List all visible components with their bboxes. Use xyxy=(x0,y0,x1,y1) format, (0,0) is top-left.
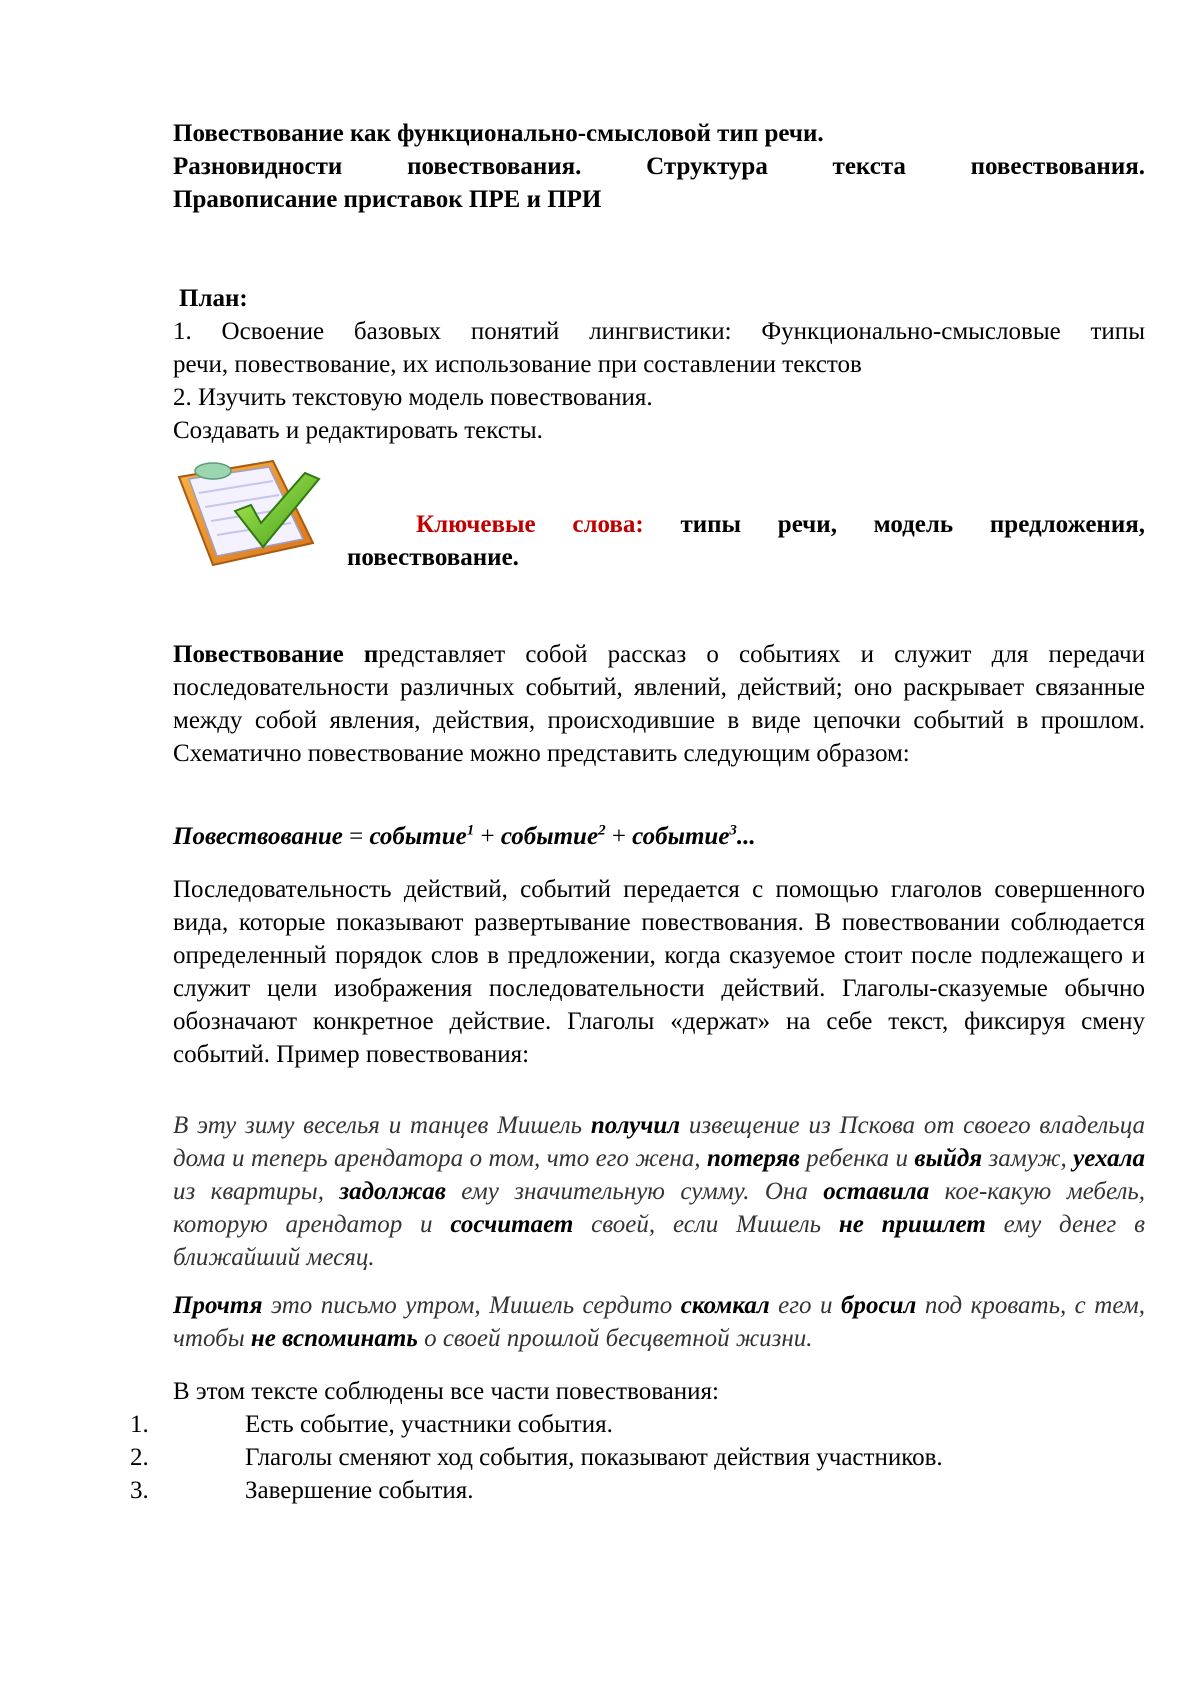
keywords-label: Ключевые слова: xyxy=(416,511,644,538)
example2-text: это письмо утром, Мишель сердито xyxy=(262,1292,681,1319)
list-item xyxy=(130,1408,1130,1441)
list-item-text: Глаголы сменяют ход события, показывают действия участников. xyxy=(245,1444,943,1471)
formula-event-1: событие xyxy=(369,823,467,850)
list-item xyxy=(130,1474,1130,1507)
parts-list xyxy=(130,1408,1130,1507)
document-title xyxy=(173,117,1145,216)
formula-eq: = xyxy=(349,823,364,850)
formula-ellipsis: ... xyxy=(736,823,756,850)
list-item xyxy=(130,1441,1130,1474)
list-item-number: 2. xyxy=(130,1444,149,1471)
checklist-icon xyxy=(173,455,328,570)
example1-verb: задолжав xyxy=(339,1178,446,1205)
example1-text: замуж, xyxy=(982,1145,1074,1172)
keywords-line-2: повествование. xyxy=(347,544,519,571)
list-item-number: 3. xyxy=(130,1477,149,1504)
example1-verb: сосчитает xyxy=(450,1211,574,1238)
example1-text: извещение из Пскова от своего владельца дома и теперь арендатора о том, что его жена, xyxy=(173,1112,1145,1172)
formula-sup-2: 2 xyxy=(598,822,606,839)
example2-verb: не вспоминать xyxy=(250,1325,418,1352)
example1-verb: оставила xyxy=(823,1178,930,1205)
list-item-number: 1. xyxy=(130,1411,149,1438)
formula-term: Повествование xyxy=(173,823,343,850)
verbs-paragraph: Последовательность действий, событий передается с помощью глаголов совершенного вида, которые показывают развертывание повествования. В повествовании соблюдается определенный порядок слов в предложении, когда сказуемое стоит после подлежащего и служит цели изображения последовательности действий. Глаголы-сказуемые обычно обозначают конкретное действие. Глаголы «держат» на себе текст, фиксируя смену событий. Пример повествования: xyxy=(173,876,1145,1068)
plan-item-1-line-1: 1. Освоение базовых понятий лингвистики: Функционально-смысловые типы xyxy=(173,318,1145,345)
plan-item-3: Создавать и редактировать тексты. xyxy=(173,417,543,444)
keywords-block xyxy=(347,508,1145,574)
intro-text: редставляет собой рассказ о событиях и служит для передачи последовательности различных событий, явлений, действий; оно раскрывает связанные между собой явления, действия, происходившие в виде цепочки событий в прошлом. Схематично повествование можно представить следующим образом: xyxy=(173,641,1145,767)
title-line-1: Повествование как функционально-смысловой тип речи. xyxy=(173,120,824,147)
example2-verb: Прочтя xyxy=(173,1292,263,1319)
formula-sup-1: 1 xyxy=(466,822,475,839)
example1-verb: получил xyxy=(590,1112,681,1139)
example1-verb: потеряв xyxy=(706,1145,800,1172)
formula-plus-2: + xyxy=(611,823,626,850)
example1-text: ему значительную сумму. Она xyxy=(445,1178,824,1205)
formula-sup-3: 3 xyxy=(729,822,737,839)
example2-verb: скомкал xyxy=(680,1292,770,1319)
formula-event-2: событие xyxy=(500,823,599,850)
narration-formula xyxy=(173,820,1145,853)
intro-paragraph xyxy=(173,638,1145,770)
example2-verb: бросил xyxy=(841,1292,917,1319)
example1-text: ему денег в ближайший месяц. xyxy=(173,1211,1145,1271)
example1-verb: уехала xyxy=(1073,1145,1145,1172)
keywords-list: типы речи, модель предложения, xyxy=(680,511,1146,538)
list-item-text: Есть событие, участники события. xyxy=(245,1411,613,1438)
intro-term: Повествование п xyxy=(173,641,379,668)
example1-text: кое-какую мебель, которую арендатор и xyxy=(173,1178,1145,1238)
summary-line: В этом тексте соблюдены все части повествования: xyxy=(173,1378,719,1405)
formula-plus-1: + xyxy=(480,823,495,850)
plan-section xyxy=(173,282,1145,447)
example2-text: его и xyxy=(769,1292,842,1319)
plan-item-1-line-2: речи, повествование, их использование при составлении текстов xyxy=(173,351,862,378)
example1-text: из квартиры, xyxy=(173,1178,340,1205)
example1-text: своей, если Мишель xyxy=(573,1211,839,1238)
list-item-text: Завершение события. xyxy=(245,1477,474,1504)
formula-event-3: событие xyxy=(632,823,730,850)
keywords-line-1 xyxy=(347,508,1145,541)
example2-text: о своей прошлой бесцветной жизни. xyxy=(417,1325,813,1352)
example1-text: ребенка и xyxy=(799,1145,915,1172)
example-paragraph-1 xyxy=(173,1109,1145,1274)
example1-verb: не пришлет xyxy=(838,1211,986,1238)
plan-item-2: 2. Изучить текстовую модель повествования. xyxy=(173,384,653,411)
example2-text: под кровать, с тем, чтобы xyxy=(173,1292,1146,1352)
example1-verb: выйдя xyxy=(914,1145,983,1172)
title-line-2: Разновидности повествования. Структура текста повествования. xyxy=(173,153,1145,180)
example-paragraph-2 xyxy=(173,1289,1145,1355)
plan-heading: План: xyxy=(179,285,248,312)
example1-text: В эту зиму веселья и танцев Мишель xyxy=(173,1112,591,1139)
title-line-3: Правописание приставок ПРЕ и ПРИ xyxy=(173,186,602,213)
